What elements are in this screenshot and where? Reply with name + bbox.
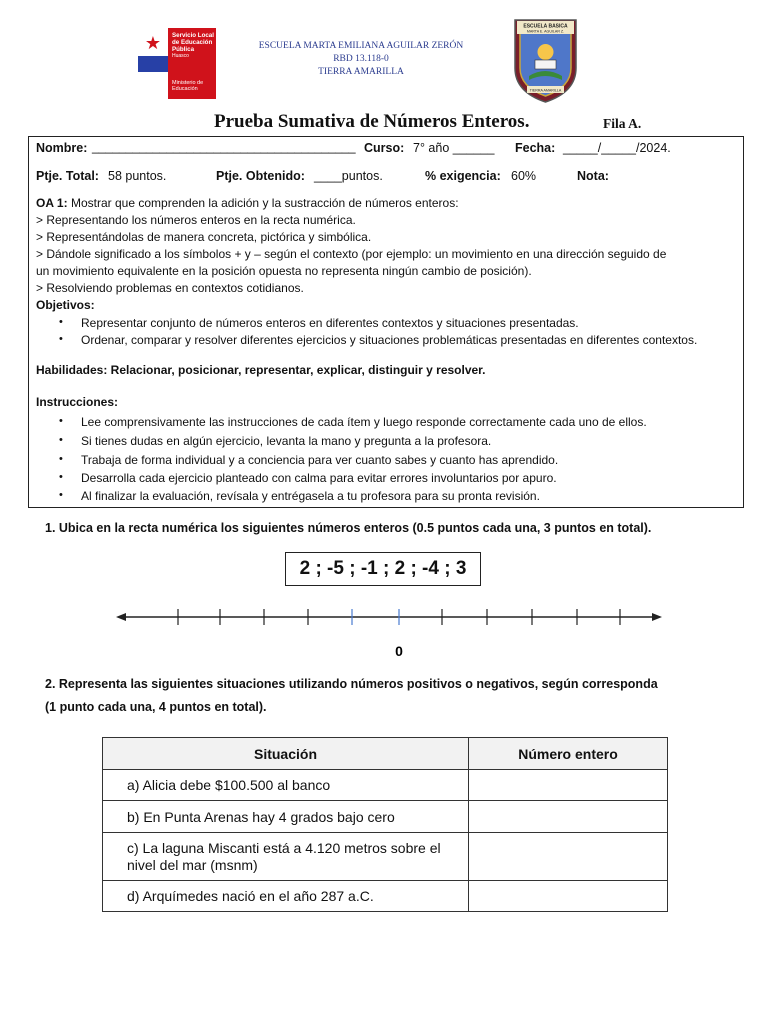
situation-d: d) Arquímedes nació en el año 287 a.C. — [103, 881, 469, 912]
situation-a: a) Alicia debe $100.500 al banco — [103, 770, 469, 801]
table-row — [103, 833, 668, 881]
instruccion-item: • Lee comprensivamente las instrucciones de cada ítem y luego responde correctamente cada uno de ellos. — [81, 415, 647, 429]
question-2-line-2: (1 punto cada una, 4 puntos en total). — [45, 700, 267, 714]
page-title: Prueba Sumativa de Números Enteros. — [214, 111, 530, 132]
question-1: 1. Ubica en la recta numérica los siguientes números enteros (0.5 puntos cada una, 3 puntos en total). — [45, 521, 652, 535]
crest-bottom-text: TIERRA AMARILLA — [529, 88, 562, 93]
crest-icon: ★ — [144, 33, 162, 53]
exigencia-label: % exigencia: — [425, 169, 501, 183]
habilidades: Habilidades: Relacionar, posicionar, representar, explicar, distinguir y resolver. — [36, 363, 486, 377]
table-header-row — [103, 738, 668, 770]
exigencia-value: 60% — [511, 169, 537, 183]
instruccion-item: • Si tienes dudas en algún ejercicio, levanta la mano y pregunta a la profesora. — [81, 434, 491, 448]
fila-label: Fila A. — [603, 116, 642, 131]
oa-line: > Representando los números enteros en la recta numérica. — [36, 213, 356, 227]
oa-line: un movimiento equivalente en la posición opuesta no representa ningún cambio de posición). — [36, 264, 532, 278]
header-numero-entero: Número entero — [469, 738, 668, 770]
right-arrow-icon — [652, 613, 662, 621]
fecha-label: Fecha: — [515, 141, 556, 155]
table-row — [103, 881, 668, 912]
situations-table — [102, 737, 668, 912]
school-crest-logo — [509, 16, 582, 104]
zero-label: 0 — [395, 643, 403, 659]
school-city: TIERRA AMARILLA — [318, 67, 404, 77]
ptje-total-label: Ptje. Total: — [36, 169, 99, 183]
oa-label: OA 1: — [36, 196, 68, 210]
left-arrow-icon — [116, 613, 126, 621]
number-line[interactable] — [112, 604, 668, 664]
curso-field[interactable]: 7° año ______ — [413, 141, 495, 155]
table-row — [103, 801, 668, 833]
oa-intro: Mostrar que comprenden la adición y la sustracción de números enteros: — [71, 196, 459, 210]
answer-cell-b[interactable] — [469, 801, 668, 833]
instruccion-item: • Al finalizar la evaluación, revísala y entrégasela a tu profesora para su pronta revisión. — [81, 489, 540, 503]
oa-line: > Representándolas de manera concreta, pictórica y simbólica. — [36, 230, 372, 244]
situation-c: c) La laguna Miscanti está a 4.120 metros sobre el nivel del mar (msnm) — [103, 833, 469, 881]
answer-cell-c[interactable] — [469, 833, 668, 881]
nombre-field[interactable]: _______________________________________ — [92, 140, 356, 154]
crest-top-text: ESCUELA BASICA — [523, 23, 568, 30]
nombre-label: Nombre: — [36, 141, 88, 155]
question-2-line-1: 2. Representa las siguientes situaciones utilizando números positivos o negativos, según corresponda — [45, 677, 658, 691]
fecha-field[interactable]: _____/_____/2024. — [563, 141, 671, 155]
objetivo-item: • Ordenar, comparar y resolver diferentes ejercicios y situaciones problemáticas presentadas en diferentes contextos. — [81, 333, 697, 347]
oa-line: > Resolviendo problemas en contextos cotidianos. — [36, 281, 304, 295]
ptje-total-value: 58 puntos. — [108, 169, 167, 183]
instruccion-item: • Trabaja de forma individual y a conciencia para ver cuanto sabes y cuanto has aprendido. — [81, 453, 558, 467]
mineduc-logo: ★ Servicio Local de Educación Pública Huasco Ministerio de Educación — [138, 28, 216, 99]
numbers-box: 2 ; -5 ; -1 ; 2 ; -4 ; 3 — [285, 552, 481, 586]
ptje-obtenido-field[interactable]: ____puntos. — [314, 169, 383, 183]
objetivo-item: • Representar conjunto de números enteros en diferentes contextos y situaciones presentadas. — [81, 316, 579, 330]
info-box — [28, 136, 744, 508]
school-name: ESCUELA MARTA EMILIANA AGUILAR ZERÓN — [258, 41, 464, 51]
curso-label: Curso: — [364, 141, 405, 155]
nota-label: Nota: — [577, 169, 609, 183]
ptje-obtenido-label: Ptje. Obtenido: — [216, 169, 305, 183]
instruccion-item: • Desarrolla cada ejercicio planteado con calma para evitar errores involuntarios por apuro. — [81, 471, 557, 485]
school-rbd: RBD 13.118-0 — [333, 54, 389, 64]
oa-line: > Dándole significado a los símbolos + y – según el contexto (por ejemplo: un movimiento en una dirección seguido de — [36, 247, 667, 261]
crest-sub-text: MARTA E. AGUILAR Z. — [526, 29, 565, 34]
answer-cell-d[interactable] — [469, 881, 668, 912]
answer-cell-a[interactable] — [469, 770, 668, 801]
instrucciones-label: Instrucciones: — [36, 395, 119, 409]
table-row — [103, 770, 668, 801]
objetivos-label: Objetivos: — [36, 298, 95, 312]
situation-b: b) En Punta Arenas hay 4 grados bajo cero — [103, 801, 469, 833]
header-situacion: Situación — [103, 738, 469, 770]
